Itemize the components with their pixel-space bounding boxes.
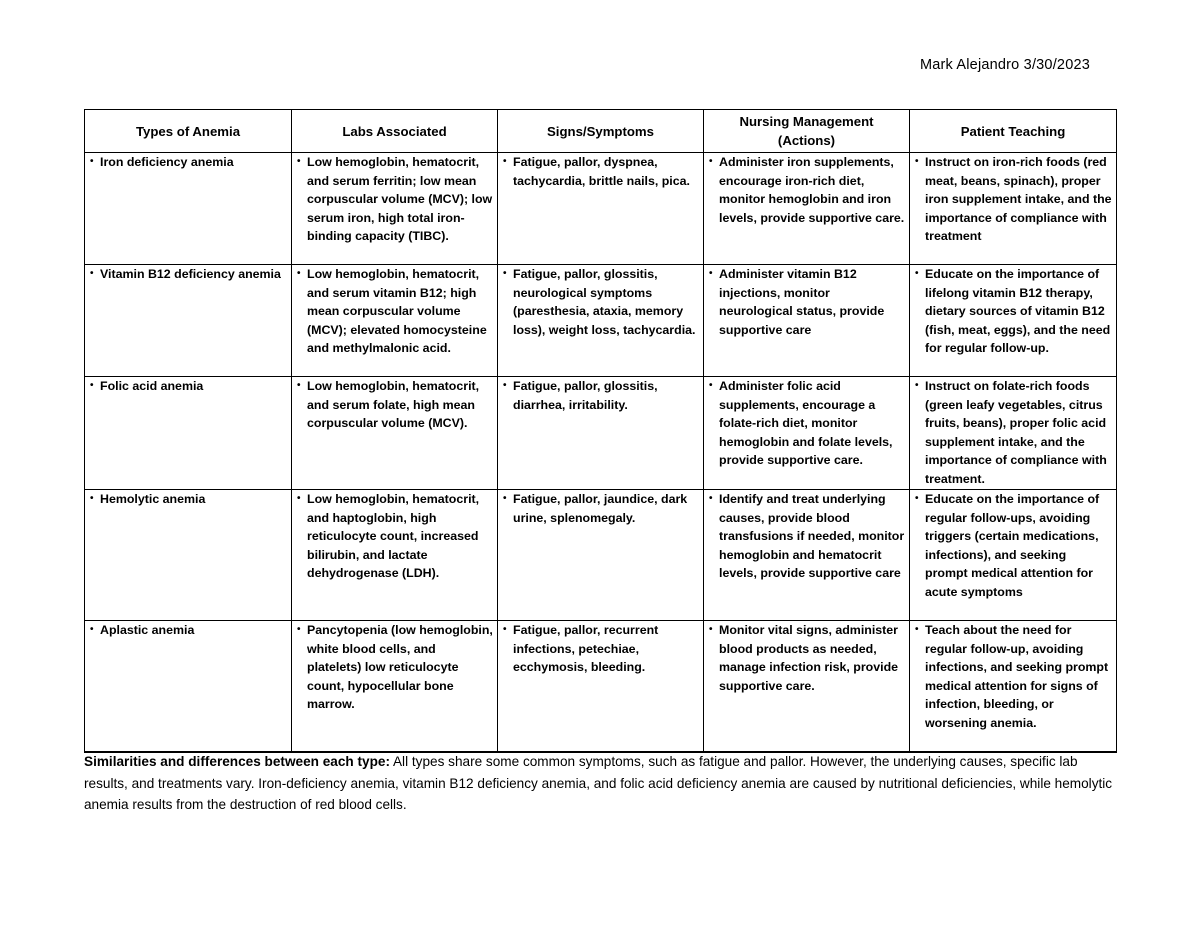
bullet-icon: • [503, 493, 507, 504]
bullet-icon: • [90, 268, 94, 279]
cell-nursing: • Administer vitamin B12 injections, monitor neurological status, provide supportive care [704, 265, 910, 377]
cell-nursing: • Administer iron supplements, encourage iron-rich diet, monitor hemoglobin and iron levels, provide supportive care. [704, 153, 910, 265]
cell-labs: • Low hemoglobin, hematocrit, and serum folate, high mean corpuscular volume (MCV). [292, 377, 498, 490]
bullet-icon: • [297, 156, 301, 167]
cell-type: • Aplastic anemia [85, 621, 292, 752]
summary-label: Similarities and differences between each type: [84, 754, 390, 769]
bullet-icon: • [297, 624, 301, 635]
cell-type: • Vitamin B12 deficiency anemia [85, 265, 292, 377]
cell-symptoms: • Fatigue, pallor, jaundice, dark urine, splenomegaly. [498, 490, 704, 621]
cell-teaching: • Instruct on iron-rich foods (red meat, beans, spinach), proper iron supplement intake, and the importance of compliance with treatment [910, 153, 1117, 265]
summary-paragraph [84, 751, 1114, 816]
bullet-icon: • [915, 156, 919, 167]
cell-labs: • Low hemoglobin, hematocrit, and haptoglobin, high reticulocyte count, increased bilirubin, and lactate dehydrogenase (LDH). [292, 490, 498, 621]
bullet-icon: • [915, 268, 919, 279]
cell-teaching: • Instruct on folate-rich foods (green leafy vegetables, citrus fruits, beans), proper folic acid supplement intake, and the importance of compliance with treatment. [910, 377, 1117, 490]
bullet-icon: • [90, 156, 94, 167]
cell-symptoms: • Fatigue, pallor, recurrent infections, petechiae, ecchymosis, bleeding. [498, 621, 704, 752]
cell-teaching: • Educate on the importance of regular follow-ups, avoiding triggers (certain medications, infections), and seeking prompt medical attention for acute symptoms [910, 490, 1117, 621]
cell-type: • Iron deficiency anemia [85, 153, 292, 265]
cell-labs: • Low hemoglobin, hematocrit, and serum vitamin B12; high mean corpuscular volume (MCV); elevated homocysteine and methylmalonic acid. [292, 265, 498, 377]
bullet-icon: • [297, 268, 301, 279]
bullet-icon: • [915, 624, 919, 635]
bullet-icon: • [503, 380, 507, 391]
bullet-icon: • [297, 493, 301, 504]
table-row [85, 621, 1117, 752]
cell-type: • Hemolytic anemia [85, 490, 292, 621]
cell-teaching: • Educate on the importance of lifelong vitamin B12 therapy, dietary sources of vitamin B12 (fish, meat, eggs), and the need for regular follow-up. [910, 265, 1117, 377]
bullet-icon: • [503, 624, 507, 635]
cell-nursing: • Administer folic acid supplements, encourage a folate-rich diet, monitor hemoglobin and folate levels, provide supportive care. [704, 377, 910, 490]
summary-text: All types share some common symptoms, such as fatigue and pallor. However, the underlying causes, specific lab results, and treatments vary. Iron-deficiency anemia, vitamin B12 deficiency anemia, and folic acid deficiency anemia are caused by nutritional deficiencies, while hemolytic anemia results from the destruction of red blood cells. [84, 754, 1113, 812]
cell-symptoms: • Fatigue, pallor, dyspnea, tachycardia, brittle nails, pica. [498, 153, 704, 265]
bullet-icon: • [915, 493, 919, 504]
bullet-icon: • [709, 380, 713, 391]
column-header-symptoms: Signs/Symptoms [498, 110, 704, 153]
cell-teaching: • Teach about the need for regular follow-up, avoiding infections, and seeking prompt medical attention for signs of infection, bleeding, or worsening anemia. [910, 621, 1117, 752]
cell-type: • Folic acid anemia [85, 377, 292, 490]
table-row [85, 265, 1117, 377]
bullet-icon: • [503, 268, 507, 279]
table-header-row [85, 110, 1117, 153]
cell-nursing: • Monitor vital signs, administer blood products as needed, manage infection risk, provide supportive care. [704, 621, 910, 752]
cell-symptoms: • Fatigue, pallor, glossitis, diarrhea, irritability. [498, 377, 704, 490]
column-header-nursing: Nursing Management (Actions) [704, 110, 910, 153]
bullet-icon: • [90, 493, 94, 504]
anemia-comparison-table [84, 109, 1117, 753]
cell-symptoms: • Fatigue, pallor, glossitis, neurological symptoms (paresthesia, ataxia, memory loss), weight loss, tachycardia. [498, 265, 704, 377]
bullet-icon: • [90, 624, 94, 635]
bullet-icon: • [709, 268, 713, 279]
column-header-teaching: Patient Teaching [910, 110, 1117, 153]
column-header-types: Types of Anemia [85, 110, 292, 153]
column-header-labs: Labs Associated [292, 110, 498, 153]
cell-labs: • Pancytopenia (low hemoglobin, white blood cells, and platelets) low reticulocyte count, hypocellular bone marrow. [292, 621, 498, 752]
bullet-icon: • [709, 624, 713, 635]
bullet-icon: • [709, 493, 713, 504]
bullet-icon: • [915, 380, 919, 391]
cell-nursing: • Identify and treat underlying causes, provide blood transfusions if needed, monitor hemoglobin and hematocrit levels, provide supportive care [704, 490, 910, 621]
table-row [85, 490, 1117, 621]
table-row [85, 377, 1117, 490]
bullet-icon: • [709, 156, 713, 167]
table-row [85, 153, 1117, 265]
bullet-icon: • [90, 380, 94, 391]
bullet-icon: • [297, 380, 301, 391]
author-date-header: Mark Alejandro 3/30/2023 [919, 57, 1090, 73]
cell-labs: • Low hemoglobin, hematocrit, and serum ferritin; low mean corpuscular volume (MCV); low serum iron, high total iron-binding capacity (TIBC). [292, 153, 498, 265]
bullet-icon: • [503, 156, 507, 167]
